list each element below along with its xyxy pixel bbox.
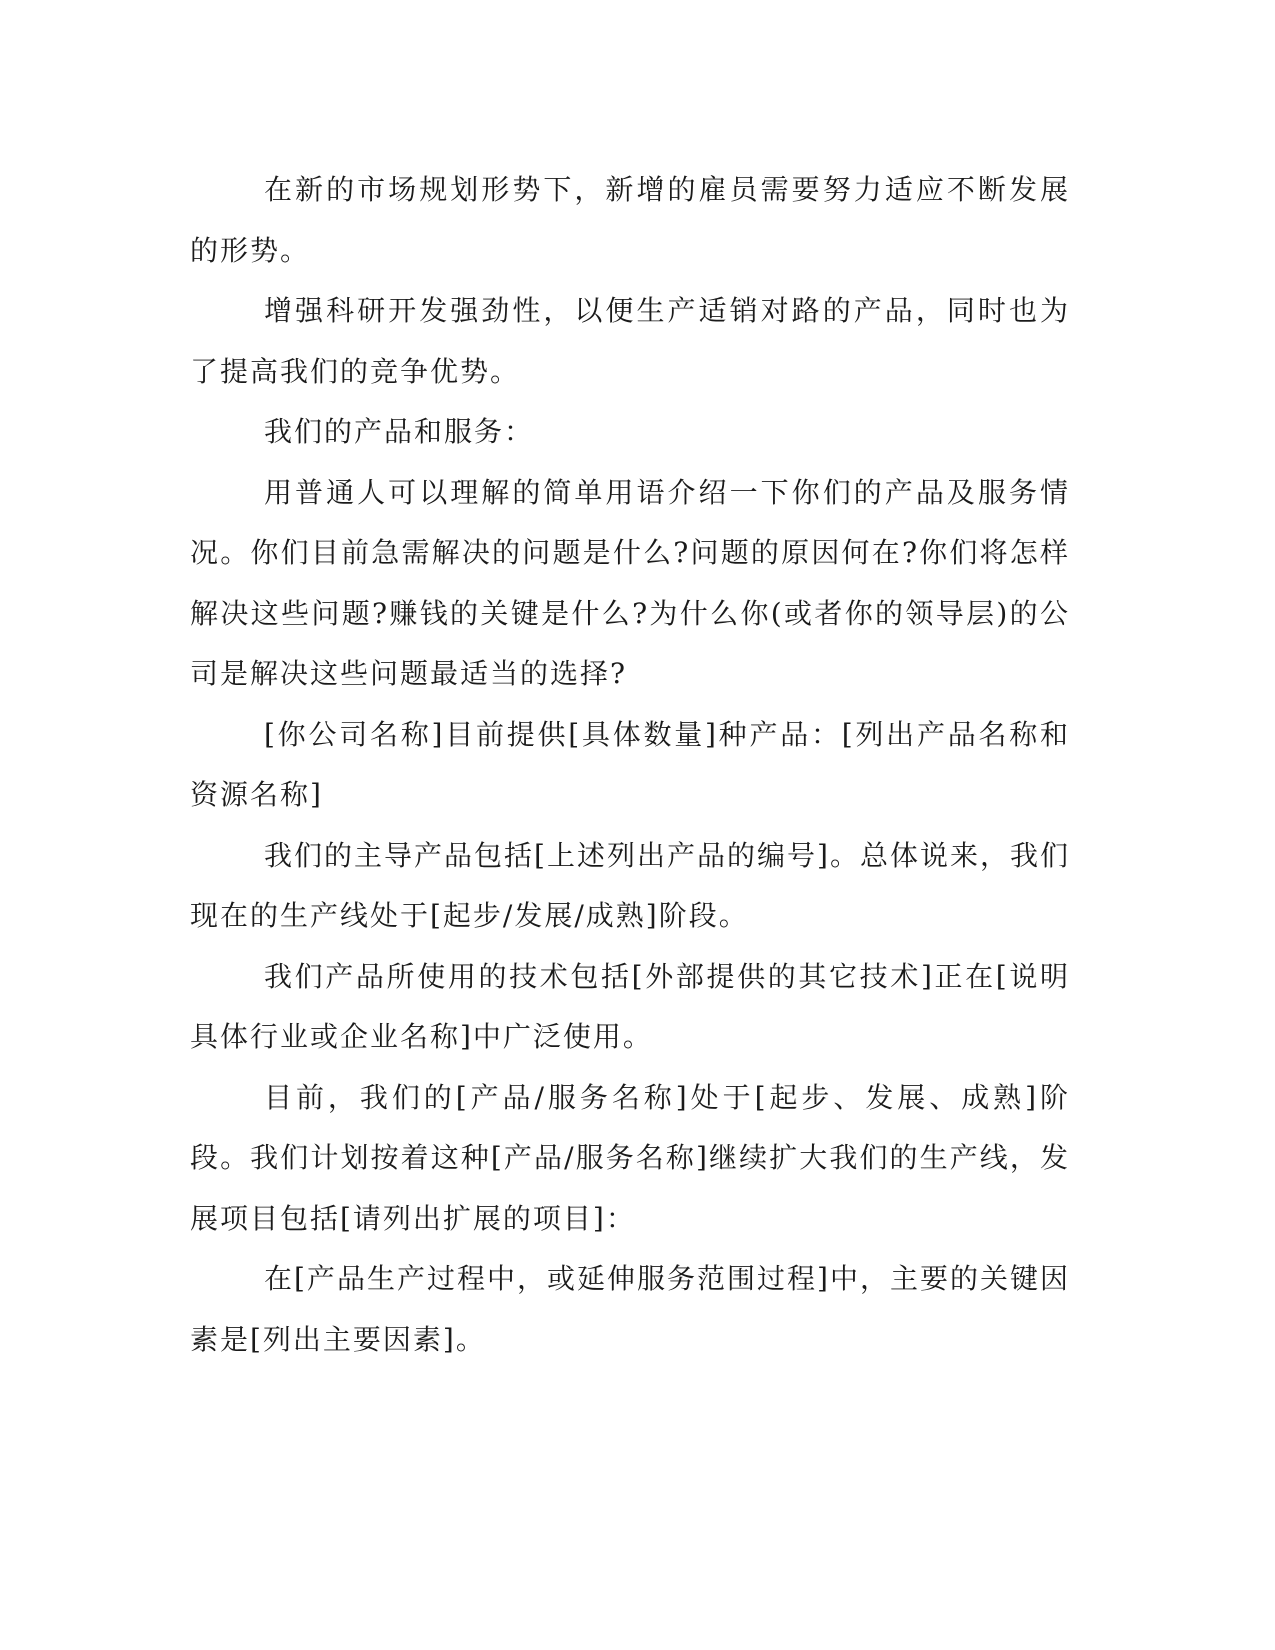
paragraph-1: 在新的市场规划形势下，新增的雇员需要努力适应不断发展的形势。 [190, 173, 1070, 267]
paragraph-8: 目前，我们的[产品/服务名称]处于[起步、发展、成熟]阶段。我们计划按着这种[产品/服务名称]继续扩大我们的生产线，发展项目包括[请列出扩展的项目]： [190, 1080, 1070, 1235]
paragraph-6: 我们的主导产品包括[上述列出产品的编号]。总体说来，我们现在的生产线处于[起步/发展/成熟]阶段。 [190, 838, 1070, 932]
paragraph-9: 在[产品生产过程中，或延伸服务范围过程]中，主要的关键因素是[列出主要因素]。 [190, 1262, 1070, 1356]
paragraph-3: 我们的产品和服务： [264, 415, 535, 448]
paragraph-2: 增强科研开发强劲性，以便生产适销对路的产品，同时也为了提高我们的竞争优势。 [190, 294, 1070, 388]
paragraph-5: [你公司名称]目前提供[具体数量]种产品：[列出产品名称和资源名称] [190, 717, 1070, 811]
document-body [190, 160, 1070, 1370]
paragraph-4: 用普通人可以理解的简单用语介绍一下你们的产品及服务情况。你们目前急需解决的问题是什么?问题的原因何在?你们将怎样解决这些问题?赚钱的关键是什么?为什么你(或者你的领导层)的公司是解决这些问题最适当的选择? [190, 475, 1070, 690]
paragraph-7: 我们产品所使用的技术包括[外部提供的其它技术]正在[说明具体行业或企业名称]中广泛使用。 [190, 959, 1070, 1053]
